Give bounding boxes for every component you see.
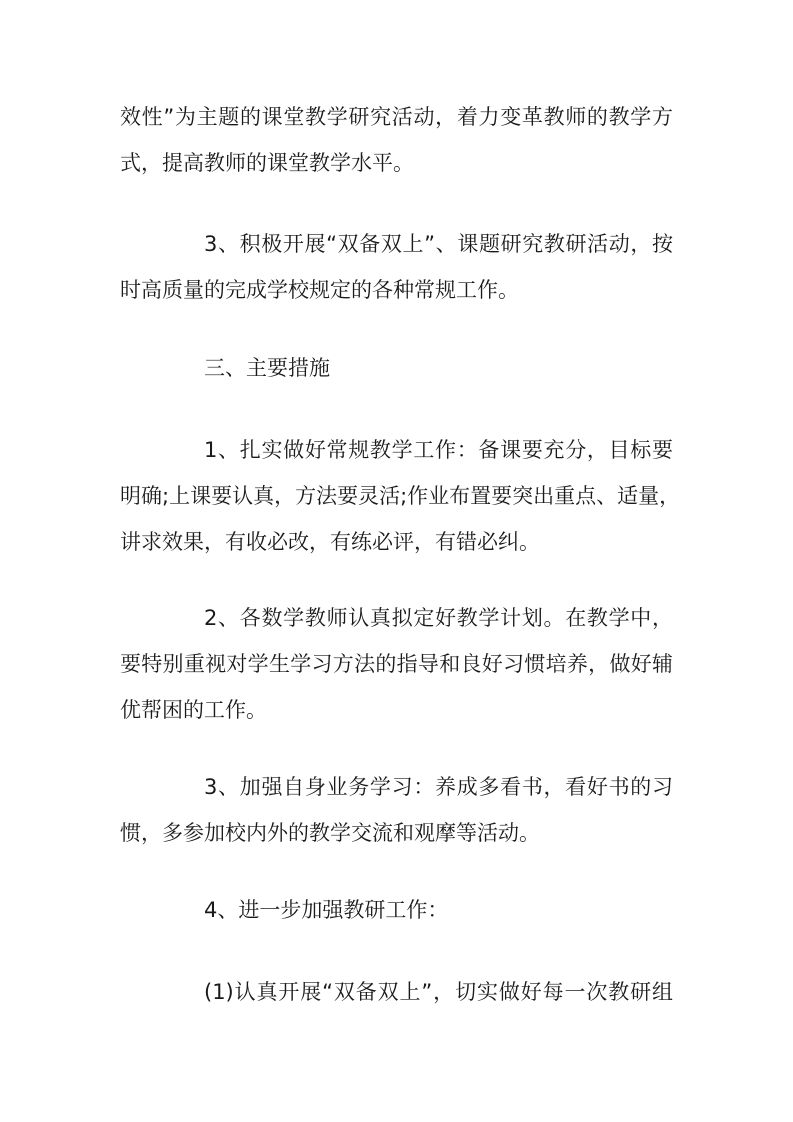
paragraph-line: 时高质量的完成学校规定的各种常规工作。	[120, 278, 519, 302]
paragraph-line: 3、加强自身业务学习：养成多看书，看好书的习	[204, 775, 673, 799]
paragraph-line: 讲求效果，有收必改，有练必评，有错必纠。	[120, 530, 540, 554]
section-heading: 三、主要措施	[204, 356, 330, 380]
paragraph-line: 3、积极开展“双备双上”、课题研究教研活动，按	[204, 232, 673, 256]
paragraph-line: (1)认真开展“双备双上”，切实做好每一次教研组	[204, 980, 673, 1004]
paragraph-line: 1、扎实做好常规教学工作：备课要充分，目标要	[204, 438, 673, 462]
subheading-line: 4、进一步加强教研工作：	[204, 898, 449, 922]
paragraph-line: 优帮困的工作。	[120, 698, 267, 722]
paragraph-line: 效性”为主题的课堂教学研究活动，着力变革教师的教学方	[120, 105, 673, 129]
paragraph-line: 明确;上课要认真，方法要灵活;作业布置要突出重点、适量，	[120, 484, 681, 508]
paragraph-line: 2、各数学教师认真拟定好教学计划。在教学中，	[204, 606, 673, 630]
paragraph-line: 惯，多参加校内外的教学交流和观摩等活动。	[120, 821, 540, 845]
paragraph-line: 式，提高教师的课堂教学水平。	[120, 151, 414, 175]
paragraph-line: 要特别重视对学生学习方法的指导和良好习惯培养，做好辅	[120, 652, 673, 676]
